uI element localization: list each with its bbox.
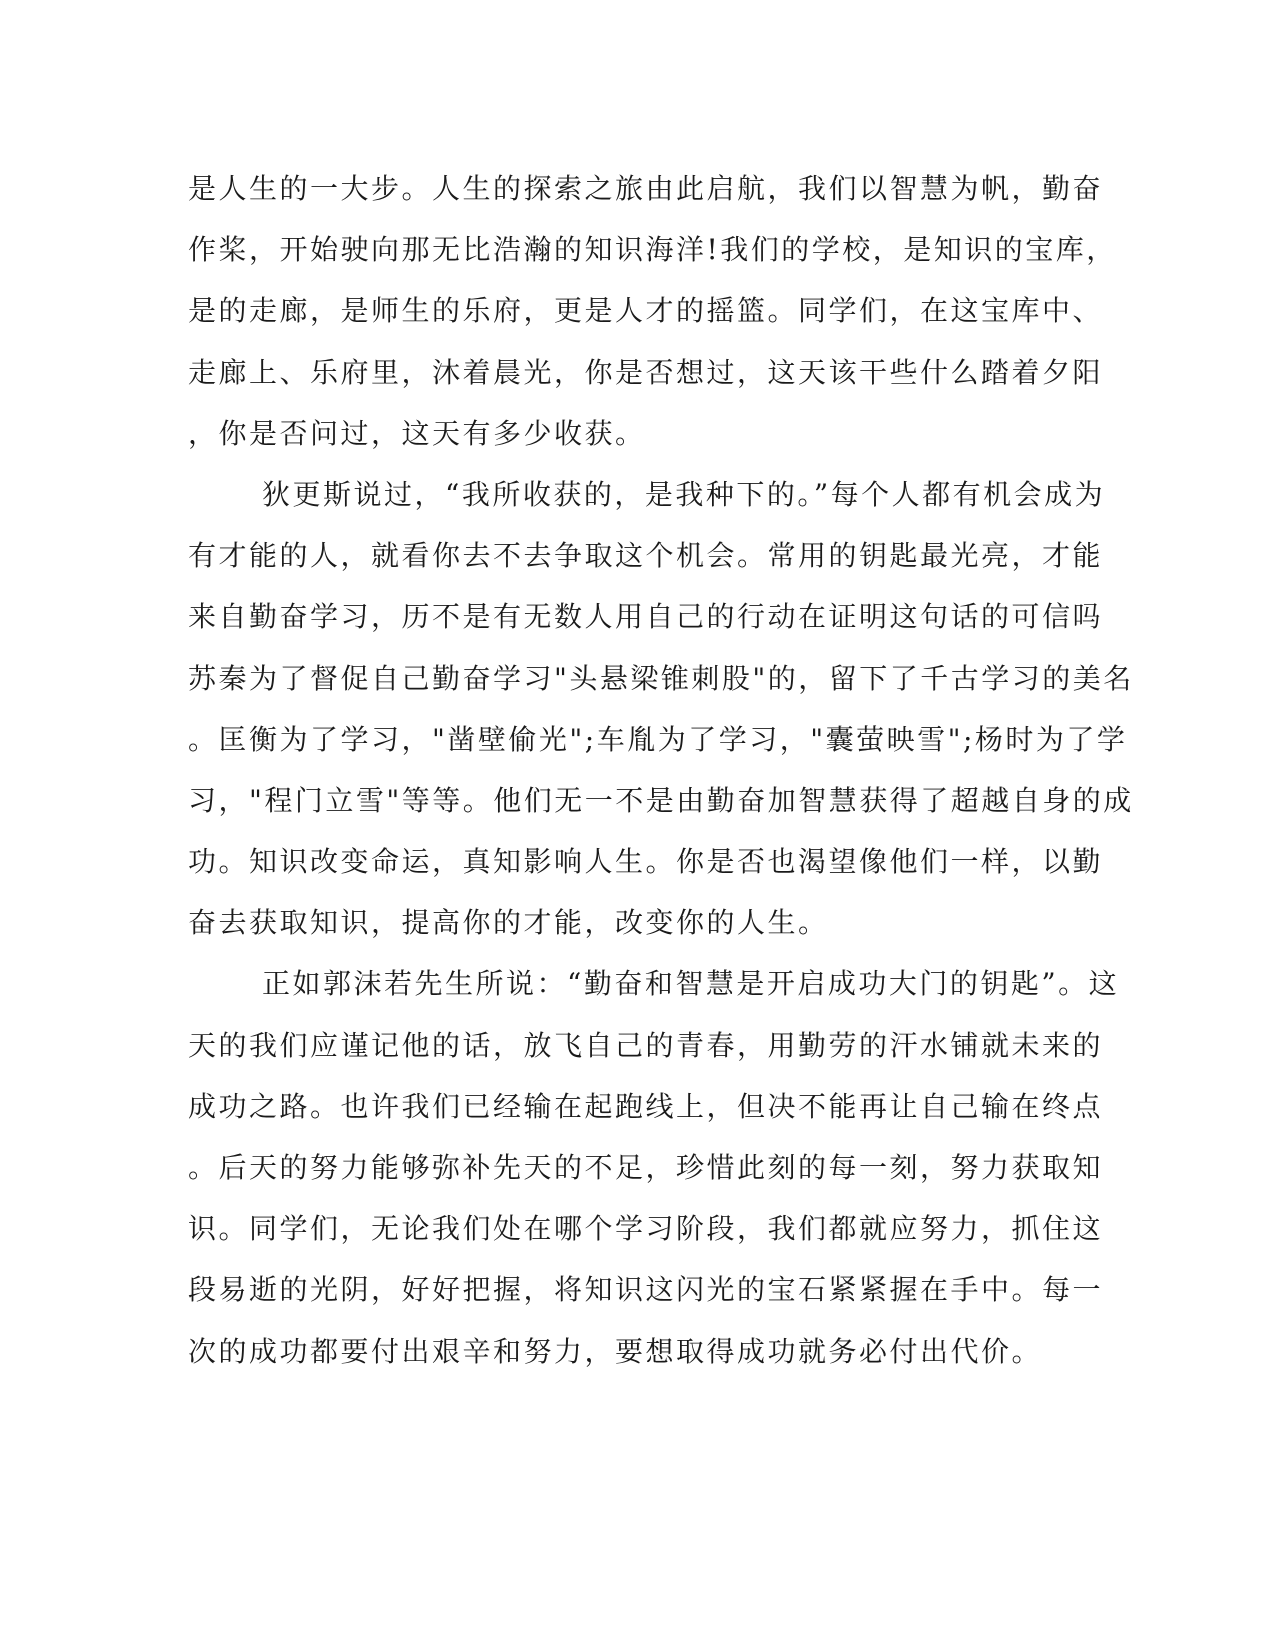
text-line: 作桨，开始驶向那无比浩瀚的知识海洋!我们的学校，是知识的宝库， (188, 233, 1117, 267)
text-line: 次的成功都要付出艰辛和努力，要想取得成功就务必付出代价。 (188, 1334, 1043, 1368)
text-line: 功。知识改变命运，真知影响人生。你是否也渴望像他们一样，以勤 (188, 845, 1104, 879)
paragraph-3 (188, 953, 1120, 1381)
document-body (188, 158, 1134, 1382)
text-line: 成功之路。也许我们已经输在起跑线上，但决不能再让自己输在终点 (188, 1089, 1104, 1123)
text-line: 有才能的人，就看你去不去争取这个机会。常用的钥匙最光亮，才能 (188, 539, 1104, 573)
text-line: 。匡衡为了学习，"凿壁偷光";车胤为了学习，"囊萤映雪";杨时为了学 (188, 722, 1128, 756)
text-line: 来自勤奋学习，历不是有无数人用自己的行动在证明这句话的可信吗 (188, 600, 1104, 634)
text-line: 苏秦为了督促自己勤奋学习"头悬梁锥刺股"的，留下了千古学习的美名 (188, 661, 1134, 695)
text-line: 是的走廊，是师生的乐府，更是人才的摇篮。同学们，在这宝库中、 (188, 294, 1104, 328)
text-line: 段易逝的光阴，好好把握，将知识这闪光的宝石紧紧握在手中。每一 (188, 1273, 1104, 1307)
paragraph-2 (188, 464, 1134, 954)
text-line: 是人生的一大步。人生的探索之旅由此启航，我们以智慧为帆，勤奋 (188, 172, 1104, 205)
text-line: 狄更斯说过，“我所收获的，是我种下的。”每个人都有机会成为 (262, 477, 1106, 511)
text-line: 正如郭沫若先生所说：“勤奋和智慧是开启成功大门的钥匙”。这 (262, 967, 1120, 1001)
text-line: 奋去获取知识，提高你的才能，改变你的人生。 (188, 906, 829, 940)
text-line: 走廊上、乐府里，沐着晨光，你是否想过，这天该干些什么踏着夕阳 (188, 355, 1104, 389)
text-line: 习，"程门立雪"等等。他们无一不是由勤奋加智慧获得了超越自身的成 (188, 783, 1134, 817)
paragraph-1 (188, 158, 1117, 464)
text-line: 识。同学们，无论我们处在哪个学习阶段，我们都就应努力，抓住这 (188, 1212, 1104, 1246)
text-line: 。后天的努力能够弥补先天的不足，珍惜此刻的每一刻，努力获取知 (188, 1151, 1104, 1184)
text-line: 天的我们应谨记他的话，放飞自己的青春，用勤劳的汗水铺就未来的 (188, 1028, 1104, 1062)
text-line: ，你是否问过，这天有多少收获。 (188, 416, 646, 450)
